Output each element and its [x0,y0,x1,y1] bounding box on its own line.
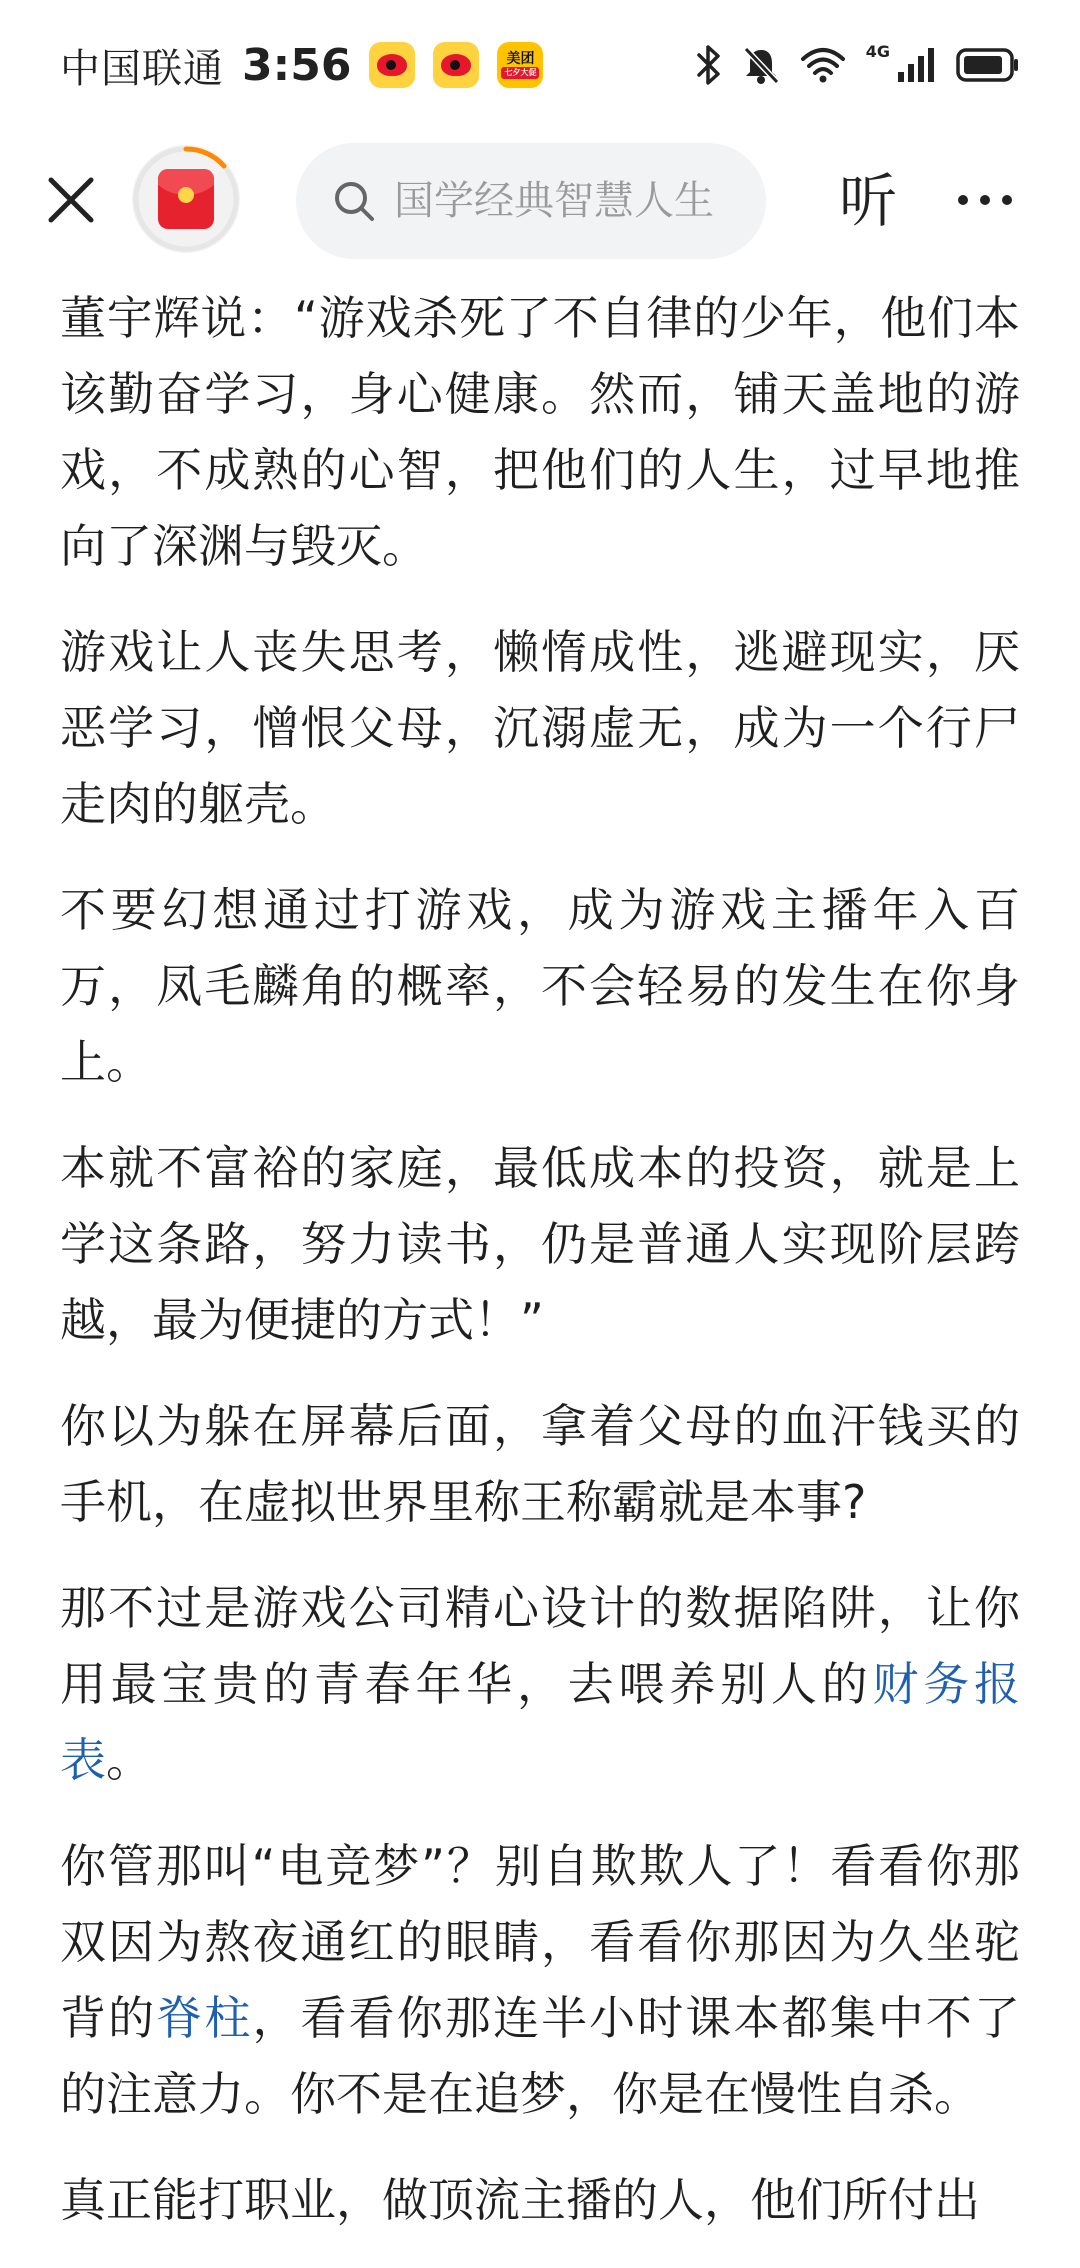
meituan-sub-label: 七夕大促 [501,67,539,79]
red-packet-button[interactable] [132,145,240,253]
wifi-icon [800,47,846,83]
paragraph-text: 真正能打职业，做顶流主播的人，他们所付出 [60,2173,980,2227]
paragraph-text: 那不过是游戏公司精心设计的数据陷阱，让你用最宝贵的青春年华，去喂养别人的 [60,1581,1020,1711]
close-icon [45,174,97,226]
search-bar[interactable] [296,143,766,259]
article-paragraph [60,1130,1020,1358]
paragraph-text: 。 [106,1733,152,1787]
more-button[interactable] [950,165,1020,235]
search-input[interactable] [394,178,714,224]
paragraph-text: ，看看你那连半小时课本都集中不了的注意力。你不是在追梦，你是在慢性自杀。 [60,1991,1021,2121]
battery-icon [956,47,1020,83]
keyword-link-financial-statements[interactable]: 财务报表 [60,1657,1021,1787]
mute-icon [742,45,780,85]
listen-button[interactable]: 听 [838,167,897,235]
paragraph-text: 董宇辉说：“游戏杀死了不自律的少年，他们本该勤奋学习，身心健康。然而，铺天盖地的游戏，不成熟的心智，把他们的人生，过早地推向了深渊与毁灭。 [60,291,1020,573]
search-icon [332,179,376,223]
paragraph-text: 本就不富裕的家庭，最低成本的投资，就是上学这条路，努力读书，仍是普通人实现阶层跨越，最为便捷的方式！” [60,1141,1020,1347]
keyword-link-spine[interactable]: 脊柱 [156,1991,253,2045]
bluetooth-icon [696,45,722,85]
close-button[interactable] [38,167,104,233]
top-nav-bar [0,135,1080,265]
article-paragraph [60,1828,1020,2132]
red-packet-icon [158,169,214,229]
weibo-icon [433,42,479,88]
meituan-label: 美团 [506,51,535,67]
paragraph-text: 不要幻想通过打游戏，成为游戏主播年入百万，凤毛麟角的概率，不会轻易的发生在你身上。 [60,883,1020,1089]
network-type: 4G [865,41,890,61]
status-bar [0,0,1080,130]
article-paragraph [60,872,1020,1100]
paragraph-text: 你以为躲在屏幕后面，拿着父母的血汗钱买的手机，在虚拟世界里称王称霸就是本事? [60,1399,1020,1529]
clock: 3:56 [242,39,352,91]
meituan-icon [497,42,543,88]
article-paragraph [60,614,1020,842]
paragraph-text: 你管那叫“电竞梦”？别自欺欺人了！看看你那双因为熬夜通红的眼睛，看看你那因为久坐驼背的 [60,1839,1020,2045]
article-paragraph [60,1388,1020,1540]
article-paragraph [60,280,1020,584]
status-left [60,37,543,94]
article-paragraph [60,1570,1020,1798]
status-right [696,41,1020,85]
paragraph-text: 游戏让人丧失思考，懒惰成性，逃避现实，厌恶学习，憎恨父母，沉溺虚无，成为一个行尸走肉的躯壳。 [60,625,1020,831]
carrier-label: 中国联通 [60,45,224,92]
more-icon [955,193,1015,207]
article-paragraph [60,2162,1020,2238]
article-body [60,280,1020,2268]
weibo-icon [369,42,415,88]
signal-icon [896,46,936,84]
